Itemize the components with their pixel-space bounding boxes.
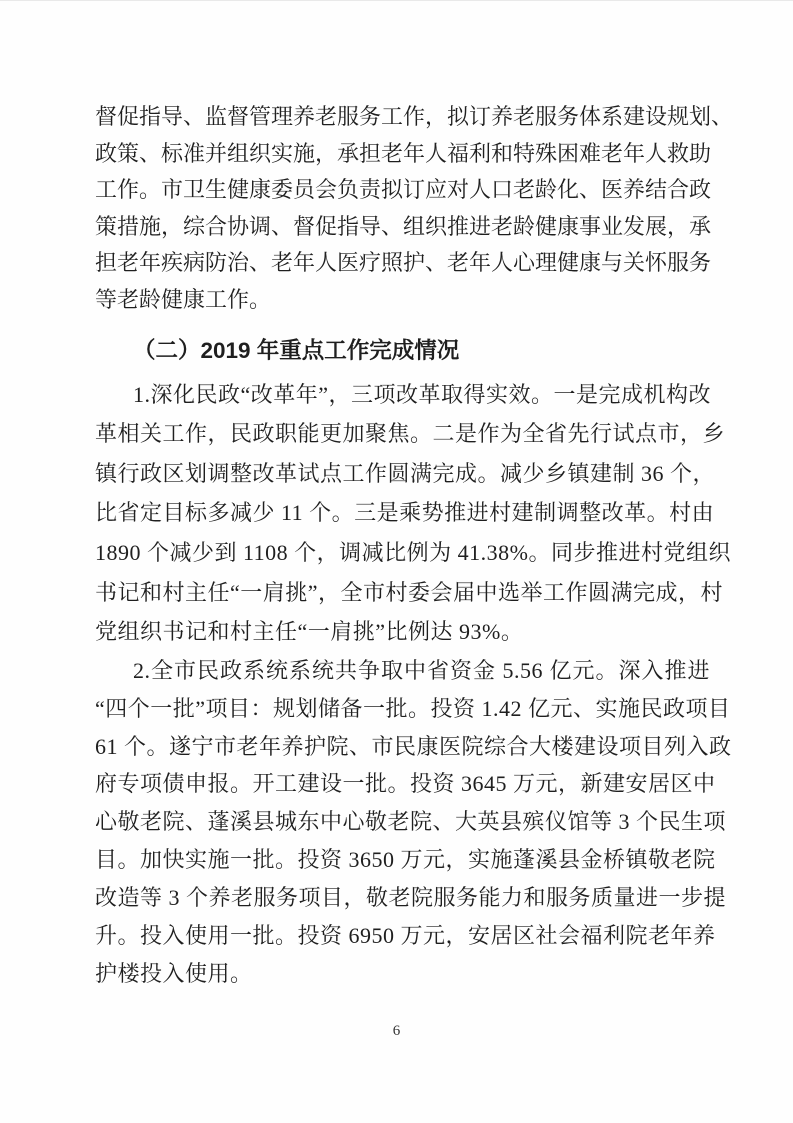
text-line: 督促指导、监督管理养老服务工作，拟订养老服务体系建设规划、 — [95, 104, 734, 129]
text-line: 策措施，综合协调、督促指导、组织推进老龄健康事业发展，承 — [95, 213, 712, 239]
text-line: 护楼投入使用。 — [95, 960, 253, 986]
text-line: 镇行政区划调整改革试点工作圆满完成。减少乡镇建制 36 个， — [95, 460, 716, 486]
text-line: 革相关工作，民政职能更加聚焦。二是作为全省先行试点市，乡 — [95, 421, 726, 447]
text-line: 61 个。遂宁市老年养护院、市民康医院综合大楼建设项目列入政 — [95, 733, 732, 759]
text-line: 心敬老院、蓬溪县城东中心敬老院、大英县殡仪馆等 3 个民生项 — [95, 809, 727, 835]
text-line: 府专项债申报。开工建设一批。投资 3645 万元，新建安居区中 — [95, 771, 716, 797]
text-line: 工作。市卫生健康委员会负责拟订应对人口老龄化、医养结合政 — [95, 177, 712, 203]
text-line: 比省定目标多减少 11 个。三是乘势推进村建制调整改革。村由 — [95, 500, 715, 526]
text-line: 升。投入使用一批。投资 6950 万元，安居区社会福利院老年养 — [95, 923, 716, 949]
text-line: “四个一批”项目：规划储备一批。投资 1.42 亿元、实施民政项目 — [95, 695, 731, 721]
paragraph-1-civil-affairs-reform — [95, 375, 732, 652]
text-line: 2.全市民政系统系统共争取中省资金 5.56 亿元。深入推进 — [133, 657, 710, 683]
text-line: 1.深化民政“改革年”，三项改革取得实效。一是完成机构改 — [133, 381, 712, 407]
paragraph-duties-continuation — [95, 99, 734, 319]
text-line: 党组织书记和村主任“一肩挑”比例达 93%。 — [95, 619, 524, 645]
text-line: 1890 个减少到 1108 个，调减比例为 41.38%。同步推进村党组织 — [95, 539, 732, 565]
text-line: 政策、标准并组织实施，承担老年人福利和特殊困难老年人救助 — [95, 140, 712, 166]
text-line: 目。加快实施一批。投资 3650 万元，实施蓬溪县金桥镇敬老院 — [95, 847, 716, 873]
page-number: 6 — [392, 1023, 401, 1039]
text-line: （二）2019 年重点工作完成情况 — [133, 337, 460, 363]
text-line: 书记和村主任“一肩挑”，全市村委会届中选举工作圆满完成，村 — [95, 579, 724, 605]
text-line: 改造等 3 个养老服务项目，敬老院服务能力和服务质量进一步提 — [95, 885, 727, 911]
text-line: 担老年疾病防治、老年人医疗照护、老年人心理健康与关怀服务 — [95, 250, 712, 276]
text-line: 等老龄健康工作。 — [95, 286, 272, 312]
paragraph-2-funding-projects — [95, 652, 732, 993]
section-heading-2019-key-work — [95, 331, 710, 371]
document-body — [95, 99, 734, 993]
